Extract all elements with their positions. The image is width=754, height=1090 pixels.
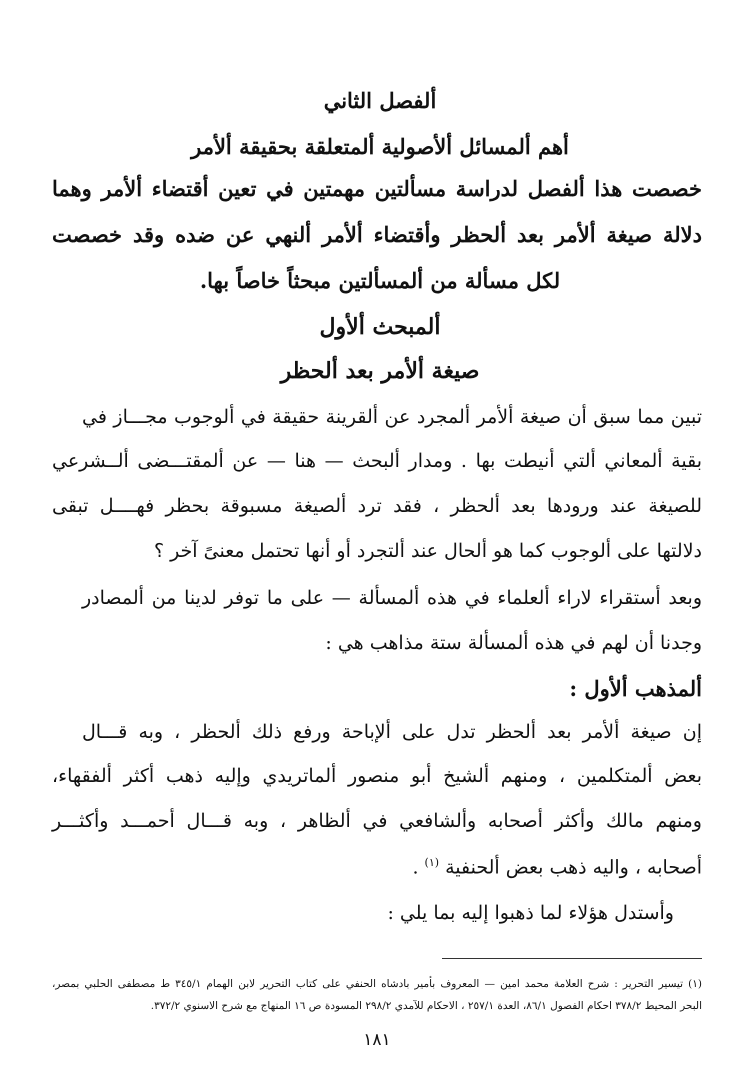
- chapter-subtitle: أهم ألمسائل ألأصولية ألمتعلقة بحقيقة ألأمر: [191, 134, 569, 159]
- para4: وأستدل هؤلاء لما ذهبوا إليه بما يلي :: [387, 902, 674, 924]
- madhhab-heading: ألمذهب ألأول :: [569, 676, 702, 701]
- page-number: ١٨١: [363, 1030, 391, 1050]
- para3-line-3: ومنهم مالك وأكثر أصحابه وألشافعي في ألظاهر ، وبه قـــال أحمـــد وأكثـــر: [52, 810, 702, 832]
- footnote-reference: (١): [424, 856, 440, 869]
- para1-line-3: للصيغة عند ورودها بعد ألحظر ، فقد ترد ألصيغة مسبوقة بحظر فهــــل تبقى: [52, 495, 702, 517]
- section-subtitle: صيغة ألأمر بعد ألحظر: [280, 358, 480, 384]
- footnote-line-1: (١) تيسير التحرير : شرح العلامة محمد امين — المعروف بأمير بادشاه الحنفي على كتاب التحرير لابن الهمام ٣٤٥/١ ط مصطفى الحلبي بمصر،: [52, 978, 702, 990]
- para1-line-1: تبين مما سبق أن صيغة ألأمر ألمجرد عن ألقرينة حقيقة في ألوجوب مجـــاز في: [82, 406, 702, 428]
- para3-line-4: [412, 856, 702, 878]
- section-title: ألمبحث ألأول: [319, 314, 441, 340]
- para1-line-2: بقية ألمعاني ألتي أنيطت بها . ومدار ألبحث — هنا — عن ألمقتـــضى ألــشرعي: [52, 450, 702, 472]
- footnote-line-2: البحر المحيط ٣٧٨/٢ احكام الفصول ٨٦/١، العدة ٢٥٧/١ ، الاحكام للآمدي ٢٩٨/٢ المسودة ص ١٦ المنهاج مع شرح الاسنوي ٣٧٢/٢.: [150, 1000, 702, 1012]
- intro-line-2: دلالة صيغة ألأمر بعد ألحظر وأقتضاء ألأمر ألنهي عن ضده وقد خصصت: [52, 222, 702, 247]
- footnote-divider: [442, 958, 702, 959]
- para2-line-2: وجدنا أن لهم في هذه ألمسألة ستة مذاهب هي :: [325, 632, 702, 654]
- para1-line-4: دلالتها على ألوجوب كما هو ألحال عند ألتجرد أو أنها تحتمل معنىً آخر ؟: [153, 540, 702, 562]
- para3-line-1: إن صيغة ألأمر بعد ألحظر تدل على ألإباحة ورفع ذلك ألحظر ، وبه قـــال: [82, 721, 702, 743]
- para2-line-1: وبعد أستقراء لاراء ألعلماء في هذه ألمسألة — على ما توفر لدينا من ألمصادر: [82, 587, 702, 609]
- intro-line-1: خصصت هذا ألفصل لدراسة مسألتين مهمتين في تعين أقتضاء ألأمر وهما: [52, 176, 702, 201]
- para3-line-4-text: أصحابه ، واليه ذهب بعض ألحنفية: [445, 856, 702, 879]
- intro-line-3: لكل مسألة من ألمسألتين مبحثاً خاصاً بها.: [199, 268, 561, 293]
- para3-end: .: [412, 856, 419, 879]
- chapter-title: ألفصل الثاني: [323, 88, 437, 113]
- para3-line-2: بعض ألمتكلمين ، ومنهم ألشيخ أبو منصور ألماتريدي وإليه ذهب أكثر ألفقهاء،: [52, 765, 702, 787]
